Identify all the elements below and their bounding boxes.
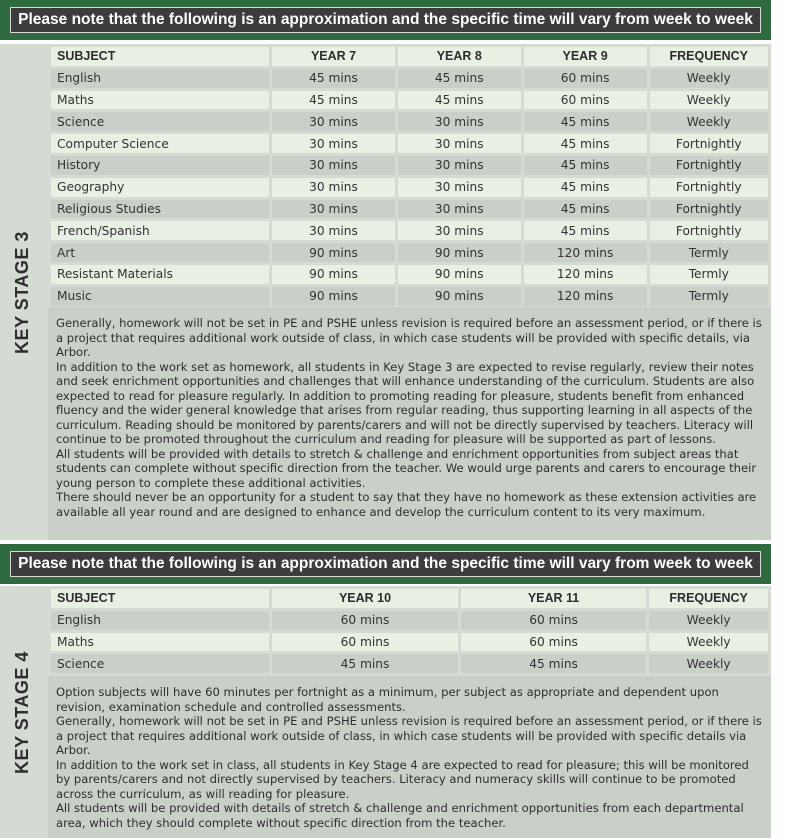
frequency-cell: Termly — [650, 287, 768, 306]
table-row — [51, 156, 768, 175]
ks3-note: There should never be an opportunity for a student to say that they have no homework as these extension activities are available all year round and are designed to enhance and develop the curriculum content to its very maximum. — [56, 490, 757, 519]
subject-cell: English — [51, 611, 269, 630]
time-cell: 30 mins — [398, 221, 521, 240]
time-cell: 30 mins — [398, 200, 521, 219]
time-cell: 45 mins — [398, 69, 521, 88]
frequency-cell: Termly — [650, 243, 768, 262]
ks3-note: In addition to the work set as homework, all students in Key Stage 3 are expected to revise regularly, review their notes and seek enrichment opportunities and challenges that will enhance understanding of the curriculum. Students are also expected to read for pleasure regularly. In addition to promoting reading for pleasure, students benefit from enhanced fluency and the wider general knowledge that arises from regular reading, thus supporting learning in all aspects of the curriculum. Reading should be monitored by parents/carers and will not be directly supervised by teachers. Literacy will continue to be promoted throughout the curriculum and reading for pleasure will be supported as part of lessons. — [56, 359, 755, 446]
time-cell: 90 mins — [272, 243, 395, 262]
table-row — [51, 611, 768, 630]
time-cell: 30 mins — [272, 134, 395, 153]
frequency-cell: Weekly — [649, 633, 768, 652]
ks3-stage-label-text: KEY STAGE 3 — [11, 230, 32, 354]
frequency-cell: Weekly — [650, 69, 768, 88]
ks3-banner: Please note that the following is an approximation and the specific time will vary from week to week — [10, 7, 761, 33]
time-cell: 30 mins — [398, 156, 521, 175]
time-cell: 45 mins — [461, 654, 647, 673]
table-row — [51, 200, 768, 219]
time-cell: 30 mins — [272, 221, 395, 240]
header-year10: YEAR 10 — [272, 589, 458, 608]
time-cell: 45 mins — [524, 112, 647, 131]
frequency-cell: Fortnightly — [650, 156, 768, 175]
header-year8: YEAR 8 — [398, 47, 521, 66]
header-frequency: FREQUENCY — [650, 47, 768, 66]
ks4-stage-label — [0, 586, 44, 838]
ks4-note: Option subjects will have 60 minutes per fortnight as a minimum, per subject as appropriate and dependent upon revision, examination schedule and controlled assessments. — [56, 685, 719, 714]
ks4-section — [0, 586, 771, 838]
ks4-table-body — [51, 611, 768, 673]
time-cell: 30 mins — [272, 200, 395, 219]
table-row — [51, 134, 768, 153]
time-cell: 120 mins — [524, 243, 647, 262]
frequency-cell: Fortnightly — [650, 134, 768, 153]
ks3-note: Generally, homework will not be set in PE and PSHE unless revision is required before an assessment period, or if there is a project that requires additional work outside of class, in which case students will be provided with specific details, via Arbor. — [56, 316, 762, 359]
table-header-row — [51, 47, 768, 66]
ks4-stage-label-text: KEY STAGE 4 — [11, 650, 32, 774]
time-cell: 30 mins — [398, 134, 521, 153]
subject-cell: Geography — [51, 178, 269, 197]
subject-cell: History — [51, 156, 269, 175]
time-cell: 90 mins — [272, 265, 395, 284]
time-cell: 120 mins — [524, 265, 647, 284]
ks4-banner: Please note that the following is an approximation and the specific time will vary from week to week — [10, 551, 761, 577]
ks3-section — [0, 44, 771, 540]
time-cell: 30 mins — [272, 156, 395, 175]
time-cell: 45 mins — [272, 91, 395, 110]
frequency-cell: Weekly — [649, 654, 768, 673]
frequency-cell: Weekly — [650, 91, 768, 110]
frequency-cell: Fortnightly — [650, 178, 768, 197]
frequency-cell: Termly — [650, 265, 768, 284]
ks3-note: All students will be provided with details to stretch & challenge and enrichment opportunities from subject areas that students can complete without specific direction from the teacher. We would urge parents and carers to encourage their young person to complete these additional activities. — [56, 446, 757, 490]
time-cell: 60 mins — [272, 611, 458, 630]
table-header-row — [51, 589, 768, 608]
table-row — [51, 633, 768, 652]
frequency-cell: Fortnightly — [650, 221, 768, 240]
time-cell: 60 mins — [461, 611, 647, 630]
ks4-notes — [48, 676, 771, 838]
table-row — [51, 69, 768, 88]
header-subject: SUBJECT — [51, 47, 269, 66]
frequency-cell: Weekly — [650, 112, 768, 131]
time-cell: 60 mins — [524, 91, 647, 110]
header-frequency: FREQUENCY — [649, 589, 768, 608]
subject-cell: Maths — [51, 633, 269, 652]
time-cell: 60 mins — [524, 69, 647, 88]
subject-cell: Music — [51, 287, 269, 306]
subject-cell: Science — [51, 654, 269, 673]
time-cell: 45 mins — [524, 221, 647, 240]
table-row — [51, 243, 768, 262]
time-cell: 120 mins — [524, 287, 647, 306]
time-cell: 90 mins — [398, 243, 521, 262]
time-cell: 45 mins — [524, 156, 647, 175]
ks3-table-body — [51, 69, 768, 306]
time-cell: 45 mins — [524, 134, 647, 153]
time-cell: 45 mins — [524, 200, 647, 219]
time-cell: 90 mins — [398, 265, 521, 284]
ks3-homework-table — [48, 44, 771, 309]
ks3-stage-label — [0, 44, 44, 540]
ks3-banner-strip — [0, 0, 771, 40]
subject-cell: Computer Science — [51, 134, 269, 153]
ks3-notes — [48, 307, 771, 540]
header-year7: YEAR 7 — [272, 47, 395, 66]
table-row — [51, 91, 768, 110]
ks4-note: In addition to the work set in class, all students in Key Stage 4 are expected to read for pleasure; this will be monitored by parents/carers and not directly supervised by teachers. Literacy and numeracy skills will continue to be promoted across the curriculum, as will reading for pleasure. — [56, 757, 749, 801]
table-row — [51, 112, 768, 131]
subject-cell: English — [51, 69, 269, 88]
time-cell: 30 mins — [272, 178, 395, 197]
time-cell: 45 mins — [272, 69, 395, 88]
table-row — [51, 287, 768, 306]
time-cell: 60 mins — [272, 633, 458, 652]
subject-cell: Resistant Materials — [51, 265, 269, 284]
header-year9: YEAR 9 — [524, 47, 647, 66]
time-cell: 30 mins — [398, 112, 521, 131]
table-row — [51, 265, 768, 284]
table-row — [51, 178, 768, 197]
time-cell: 30 mins — [398, 178, 521, 197]
time-cell: 30 mins — [272, 112, 395, 131]
subject-cell: Science — [51, 112, 269, 131]
table-row — [51, 221, 768, 240]
time-cell: 60 mins — [461, 633, 647, 652]
header-year11: YEAR 11 — [461, 589, 647, 608]
header-subject: SUBJECT — [51, 589, 269, 608]
time-cell: 90 mins — [398, 287, 521, 306]
subject-cell: Maths — [51, 91, 269, 110]
time-cell: 45 mins — [272, 654, 458, 673]
subject-cell: Religious Studies — [51, 200, 269, 219]
ks4-homework-table — [48, 586, 771, 676]
subject-cell: French/Spanish — [51, 221, 269, 240]
time-cell: 90 mins — [272, 287, 395, 306]
subject-cell: Art — [51, 243, 269, 262]
table-row — [51, 654, 768, 673]
frequency-cell: Weekly — [649, 611, 768, 630]
time-cell: 45 mins — [524, 178, 647, 197]
ks4-banner-strip — [0, 544, 771, 584]
time-cell: 45 mins — [398, 91, 521, 110]
ks4-note: All students will be provided with details of stretch & challenge and enrichment opportunities from each departmental area, which they should complete without specific direction from the teacher. — [56, 801, 744, 830]
ks4-note: Generally, homework will not be set in PE and PSHE unless revision is required before an assessment period, or if there is a project that requires additional work outside of class, in which case students will be provided with specific details via Arbor. — [56, 714, 762, 757]
frequency-cell: Fortnightly — [650, 200, 768, 219]
